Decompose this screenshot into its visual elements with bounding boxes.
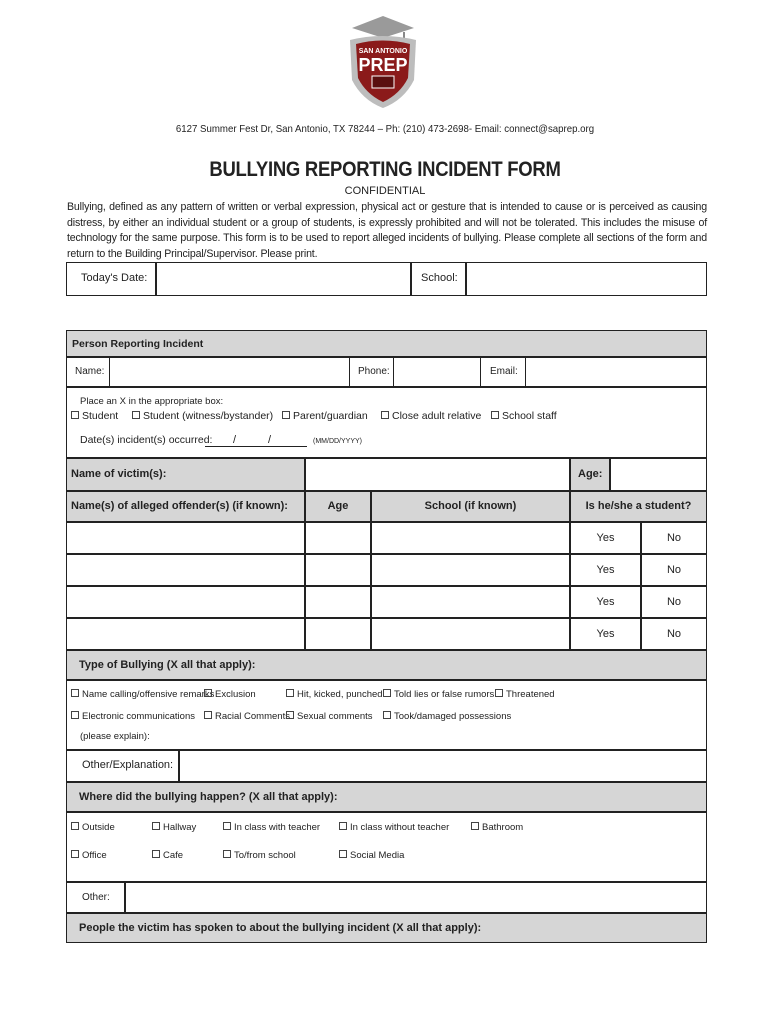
bullying-option-threatened[interactable] — [495, 689, 555, 700]
date-format-hint: (MM/DD/YYYY) — [313, 438, 362, 445]
no-option-label: No — [666, 532, 682, 544]
reporter-phone-field[interactable] — [393, 357, 481, 387]
place-x-instruction: Place an X in the appropriate box: — [80, 396, 224, 407]
option-label: Social Media — [350, 850, 405, 861]
victim-age-label: Age: — [578, 468, 603, 480]
yes-option-label: Yes — [596, 628, 615, 640]
role-label: Student (witness/bystander) — [143, 410, 274, 422]
offender-name-field[interactable] — [66, 522, 305, 554]
checkbox-icon[interactable] — [339, 850, 347, 858]
checkbox-icon[interactable] — [71, 689, 79, 697]
offender-school-field[interactable] — [371, 554, 570, 586]
location-title: Where did the bullying happen? (X all that apply): — [79, 791, 338, 803]
option-label: In class without teacher — [350, 822, 450, 833]
checkbox-icon[interactable] — [71, 411, 79, 419]
no-option-label: No — [666, 564, 682, 576]
role-label: School staff — [502, 410, 557, 422]
reporter-name-field[interactable] — [109, 357, 350, 387]
role-label: Close adult relative — [392, 410, 482, 422]
offender-age-field[interactable] — [305, 586, 371, 618]
bullying-option-possessions[interactable] — [383, 711, 511, 722]
option-label: Bathroom — [482, 822, 524, 833]
option-label: Told lies or false rumors — [394, 689, 495, 700]
option-label: Exclusion — [215, 689, 256, 700]
location-option-office[interactable] — [71, 850, 107, 861]
checkbox-icon[interactable] — [383, 689, 391, 697]
incident-dates-label: Date(s) incident(s) occurred: — [80, 434, 213, 446]
intro-paragraph: Bullying, defined as any pattern of written or verbal expression, physical act or gesture that is intended to cause or is perceived as causing distress, by either an individual student or a group of students, is expressly prohibited and will not be tolerated. This includes the misuse of technology for the same purpose. This form is to be used to report alleged incidents of bullying. Please complete all sections of the form and return to the Building Principal/Supervisor. Please print. — [67, 201, 707, 260]
bullying-type-title: Type of Bullying (X all that apply): — [79, 659, 256, 671]
location-option-outside[interactable] — [71, 822, 115, 833]
location-option-class-no-teacher[interactable] — [339, 822, 449, 833]
role-option-student[interactable] — [71, 410, 118, 422]
checkbox-icon[interactable] — [471, 822, 479, 830]
offender-no-cell[interactable] — [641, 554, 707, 586]
yes-option-label: Yes — [596, 596, 615, 608]
location-option-class-teacher[interactable] — [223, 822, 320, 833]
role-option-parent[interactable] — [282, 410, 368, 422]
confidential-label: CONFIDENTIAL — [344, 185, 426, 197]
checkbox-icon[interactable] — [339, 822, 347, 830]
offender-name-header: Name(s) of alleged offender(s) (if known): — [71, 500, 288, 512]
bullying-option-hit[interactable] — [286, 689, 383, 700]
offender-yes-cell[interactable] — [570, 618, 641, 650]
offender-name-field[interactable] — [66, 586, 305, 618]
checkbox-icon[interactable] — [383, 711, 391, 719]
school-crest-logo — [344, 14, 422, 110]
location-option-hallway[interactable] — [152, 822, 196, 833]
checkbox-icon[interactable] — [132, 411, 140, 419]
bullying-option-name-calling[interactable] — [71, 689, 214, 700]
option-label: Threatened — [506, 689, 555, 700]
checkbox-icon[interactable] — [71, 711, 79, 719]
offender-yes-cell[interactable] — [570, 586, 641, 618]
date-separator: / — [268, 434, 272, 446]
yes-option-label: Yes — [596, 532, 615, 544]
spoken-to-title: People the victim has spoken to about the bullying incident (X all that apply): — [79, 922, 482, 934]
date-separator: / — [233, 434, 237, 446]
checkbox-icon[interactable] — [204, 711, 212, 719]
checkbox-icon[interactable] — [495, 689, 503, 697]
offender-age-field[interactable] — [305, 554, 371, 586]
role-option-staff[interactable] — [491, 410, 557, 422]
checkbox-icon[interactable] — [152, 850, 160, 858]
reporter-section-title: Person Reporting Incident — [72, 338, 204, 350]
victim-name-label: Name of victim(s): — [71, 468, 167, 480]
offender-age-field[interactable] — [305, 618, 371, 650]
logo-main-text: PREP — [358, 55, 408, 75]
offender-age-header: Age — [327, 500, 349, 512]
role-label: Parent/guardian — [293, 410, 368, 422]
offender-school-header: School (if known) — [424, 500, 517, 512]
checkbox-icon[interactable] — [223, 850, 231, 858]
checkbox-icon[interactable] — [152, 822, 160, 830]
option-label: Name calling/offensive remarks — [82, 689, 215, 700]
checkbox-icon[interactable] — [286, 711, 294, 719]
please-explain-note: (please explain): — [80, 731, 150, 742]
offender-name-field[interactable] — [66, 618, 305, 650]
option-label: Racial Comments — [215, 711, 290, 722]
logo-top-text: SAN ANTONIO — [358, 48, 408, 55]
checkbox-icon[interactable] — [204, 689, 212, 697]
offender-name-field[interactable] — [66, 554, 305, 586]
checkbox-icon[interactable] — [71, 850, 79, 858]
checkbox-icon[interactable] — [223, 822, 231, 830]
option-label: In class with teacher — [234, 822, 321, 833]
offender-school-field[interactable] — [371, 522, 570, 554]
checkbox-icon[interactable] — [286, 689, 294, 697]
location-option-to-from-school[interactable] — [223, 850, 296, 861]
other-explanation-field[interactable] — [179, 750, 707, 782]
offender-no-cell[interactable] — [641, 618, 707, 650]
location-option-cafe[interactable] — [152, 850, 183, 861]
todays-date-field[interactable] — [156, 262, 411, 296]
location-option-bathroom[interactable] — [471, 822, 523, 833]
role-option-witness[interactable] — [132, 410, 273, 422]
option-label: Cafe — [163, 850, 184, 861]
location-other-field[interactable] — [125, 882, 707, 913]
bullying-option-racial[interactable] — [204, 711, 290, 722]
school-address: 6127 Summer Fest Dr, San Antonio, TX 78244 – Ph: (210) 473-2698- Email: connect@saprep.org — [175, 123, 595, 135]
offender-no-cell[interactable] — [641, 586, 707, 618]
role-label: Student — [82, 410, 119, 422]
option-label: Sexual comments — [297, 711, 373, 722]
reporter-email-field[interactable] — [525, 357, 707, 387]
offender-school-field[interactable] — [371, 586, 570, 618]
checkbox-icon[interactable] — [491, 411, 499, 419]
no-option-label: No — [666, 596, 682, 608]
other-explanation-label: Other/Explanation: — [82, 759, 174, 771]
offender-student-header: Is he/she a student? — [585, 500, 692, 512]
checkbox-icon[interactable] — [381, 411, 389, 419]
option-label: Office — [82, 850, 107, 861]
offender-school-field[interactable] — [371, 618, 570, 650]
offender-yes-cell[interactable] — [570, 554, 641, 586]
reporter-email-label: Email: — [490, 366, 518, 377]
reporter-name-label: Name: — [75, 366, 105, 377]
todays-date-label: Today's Date: — [81, 272, 148, 284]
location-other-label: Other: — [82, 892, 110, 903]
checkbox-icon[interactable] — [282, 411, 290, 419]
bullying-option-lies[interactable] — [383, 689, 494, 700]
incident-date-field[interactable] — [205, 446, 307, 447]
option-label: Outside — [82, 822, 115, 833]
form-title: BULLYING REPORTING INCIDENT FORM — [209, 158, 561, 181]
option-label: Hallway — [163, 822, 197, 833]
checkbox-icon[interactable] — [71, 822, 79, 830]
role-option-relative[interactable] — [381, 410, 481, 422]
option-label: Electronic communications — [82, 711, 195, 722]
offender-age-field[interactable] — [305, 522, 371, 554]
location-option-social-media[interactable] — [339, 850, 404, 861]
victim-age-field[interactable] — [610, 458, 707, 491]
option-label: Hit, kicked, punched — [297, 689, 383, 700]
bullying-option-sexual[interactable] — [286, 711, 373, 722]
offender-no-cell[interactable] — [641, 522, 707, 554]
option-label: Took/damaged possessions — [394, 711, 512, 722]
bullying-option-exclusion[interactable] — [204, 689, 256, 700]
yes-option-label: Yes — [596, 564, 615, 576]
school-field[interactable] — [466, 262, 707, 296]
no-option-label: No — [666, 628, 682, 640]
option-label: To/from school — [234, 850, 296, 861]
school-label: School: — [421, 272, 458, 284]
reporter-phone-label: Phone: — [358, 366, 390, 377]
bullying-option-electronic[interactable] — [71, 711, 195, 722]
offender-yes-cell[interactable] — [570, 522, 641, 554]
victim-name-field[interactable] — [305, 458, 570, 491]
